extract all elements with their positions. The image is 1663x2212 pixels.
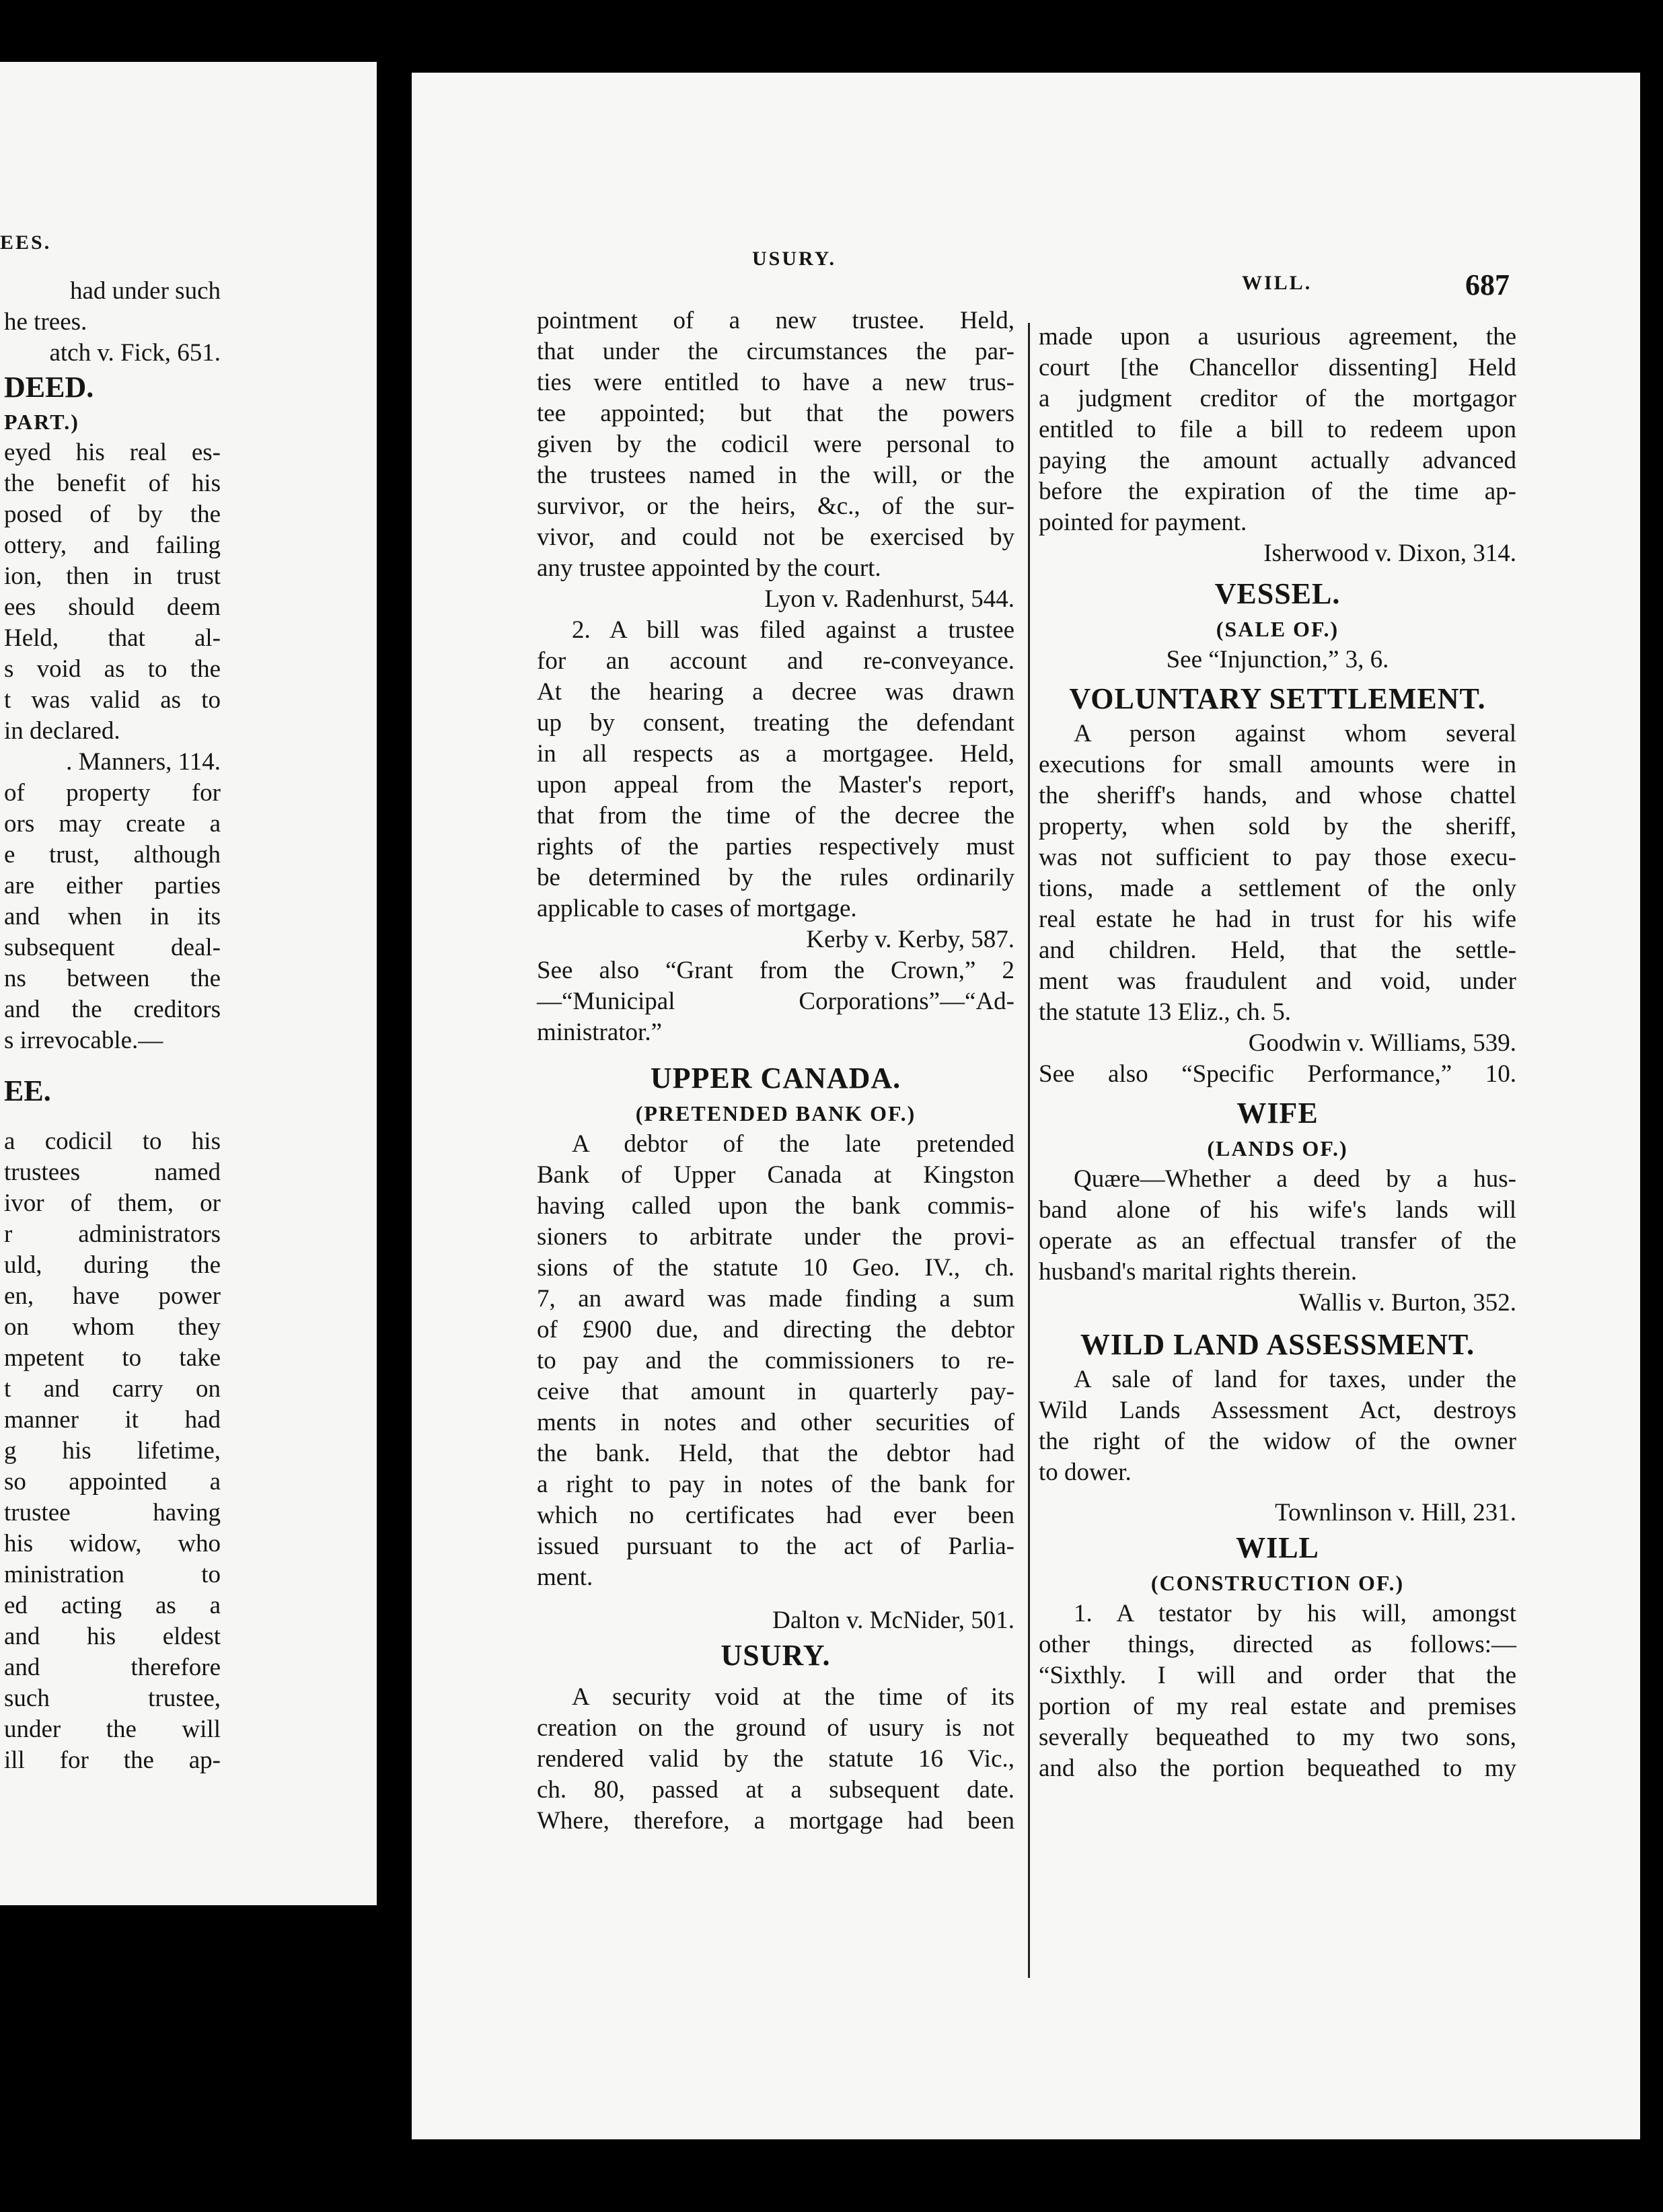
left-line: Held, that al- — [4, 624, 221, 652]
text-line: band alone of his wife's lands will — [1039, 1196, 1516, 1224]
left-line: a codicil to his — [4, 1128, 221, 1155]
left-line: and his eldest — [4, 1623, 221, 1650]
cross-reference: —“Municipal Corporations”—“Ad- — [537, 988, 1014, 1015]
text-line: for an account and re-conveyance. — [537, 647, 1014, 675]
text-line: operate as an effectual transfer of the — [1039, 1227, 1516, 1255]
left-line: are either parties — [4, 872, 221, 899]
text-line: sioners to arbitrate under the provi- — [537, 1223, 1014, 1251]
cross-reference: See also “Grant from the Crown,” 2 — [537, 957, 1014, 984]
left-line: ivor of them, or — [4, 1189, 221, 1217]
left-line: ion, then in trust — [4, 562, 221, 590]
left-line: r administrators — [4, 1220, 221, 1248]
text-line: given by the codicil were personal to — [537, 431, 1014, 458]
text-line: paying the amount actually advanced — [1039, 447, 1516, 474]
heading-wife: WIFE — [1236, 1097, 1319, 1130]
text-line: A person against whom several — [1074, 720, 1516, 747]
left-subheading: PART.) — [4, 410, 79, 434]
text-line: A sale of land for taxes, under the — [1074, 1366, 1516, 1393]
text-line: to pay and the commissioners to re- — [537, 1347, 1014, 1374]
text-line: pointed for payment. — [1039, 509, 1247, 536]
text-line: portion of my real estate and premises — [1039, 1693, 1516, 1720]
left-line: t was valid as to — [4, 686, 221, 714]
text-line: that under the circumstances the par- — [537, 338, 1014, 365]
cross-reference: ministrator.” — [537, 1019, 662, 1046]
subheading-sale-of: (SALE OF.) — [1216, 617, 1339, 641]
left-page-fragment — [0, 62, 377, 1905]
left-line: ors may create a — [4, 810, 221, 838]
left-line: en, have power — [4, 1282, 221, 1310]
text-line: Bank of Upper Canada at Kingston — [537, 1161, 1014, 1189]
text-line: made upon a usurious agreement, the — [1039, 323, 1516, 351]
text-line: Quære—Whether a deed by a hus- — [1074, 1165, 1516, 1193]
left-line: subsequent deal- — [4, 934, 221, 961]
left-line: . Manners, 114. — [66, 748, 221, 776]
case-citation: Dalton v. McNider, 501. — [772, 1607, 1014, 1634]
left-line: e trust, although — [4, 841, 221, 869]
text-line: was not sufficient to pay those execu- — [1039, 844, 1516, 871]
text-line: ment was fraudulent and void, under — [1039, 967, 1516, 995]
left-line: he trees. — [4, 308, 87, 336]
left-line: so appointed a — [4, 1468, 221, 1496]
text-line: be determined by the rules ordinarily — [537, 864, 1014, 891]
text-line — [537, 305, 1014, 336]
text-line: vivor, and could not be exercised by — [537, 523, 1014, 551]
left-line: g his lifetime, — [4, 1437, 221, 1465]
text-line: rendered valid by the statute 16 Vic., — [537, 1745, 1014, 1773]
left-line: posed of by the — [4, 501, 221, 528]
cross-reference: See “Injunction,” 3, 6. — [1166, 646, 1389, 673]
left-line: and the creditors — [4, 996, 221, 1023]
column-right — [1039, 322, 1516, 1784]
running-head-right: WILL. — [1242, 272, 1313, 294]
text-line: creation on the ground of usury is not — [537, 1714, 1014, 1742]
column-left — [537, 305, 1014, 1837]
subheading-lands-of: (LANDS OF.) — [1207, 1136, 1348, 1160]
left-line: under the will — [4, 1716, 221, 1743]
column-rule — [1028, 323, 1030, 1978]
text-line: before the expiration of the time ap- — [1039, 478, 1516, 505]
left-line: in declared. — [4, 717, 120, 745]
text-line: any trustee appointed by the court. — [537, 554, 881, 582]
text-line: ments in notes and other securities of — [537, 1409, 1014, 1436]
text-line: ties were entitled to have a new trus- — [537, 369, 1014, 396]
left-line: manner it had — [4, 1406, 221, 1434]
text-line: ceive that amount in quarterly pay- — [537, 1378, 1014, 1405]
text-line: 1. A testator by his will, amongst — [1074, 1600, 1516, 1627]
subheading-pretended-bank: (PRETENDED BANK OF.) — [635, 1101, 916, 1126]
heading-wild-land-assessment: WILD LAND ASSESSMENT. — [1080, 1328, 1475, 1361]
text-line: a right to pay in notes of the bank for — [537, 1471, 1014, 1498]
text-line: the bank. Held, that the debtor had — [537, 1440, 1014, 1467]
text-line: A security void at the time of its — [572, 1683, 1014, 1711]
left-line: the benefit of his — [4, 470, 221, 497]
text-line: that from the time of the decree the — [537, 802, 1014, 830]
text-line: survivor, or the heirs, &c., of the sur- — [537, 492, 1014, 520]
text-line: executions for small amounts were in — [1039, 751, 1516, 778]
text-line: ch. 80, passed at a subsequent date. — [537, 1776, 1014, 1804]
left-line: trustees named — [4, 1158, 221, 1186]
main-page — [412, 73, 1640, 2139]
left-line: of property for — [4, 779, 221, 807]
text-line: ment. — [537, 1563, 593, 1591]
text-line: the trustees named in the will, or the — [537, 462, 1014, 489]
case-citation: Isherwood v. Dixon, 314. — [1263, 540, 1516, 567]
text-line: real estate he had in trust for his wife — [1039, 906, 1516, 933]
left-line: t and carry on — [4, 1375, 221, 1403]
case-citation: Kerby v. Kerby, 587. — [806, 926, 1014, 953]
text-line: At the hearing a decree was drawn — [537, 678, 1014, 706]
left-line: ottery, and failing — [4, 531, 221, 559]
running-head-left: USURY. — [752, 248, 837, 270]
text-line: other things, directed as follows:— — [1039, 1631, 1516, 1658]
text-line: tions, made a settlement of the only — [1039, 875, 1516, 902]
left-line: his widow, who — [4, 1530, 221, 1557]
heading-usury: USURY. — [720, 1639, 831, 1672]
text-line: 7, an award was made finding a sum — [537, 1285, 1014, 1313]
heading-will: WILL — [1236, 1531, 1319, 1564]
left-line: eyed his real es- — [4, 439, 221, 466]
text-line: entitled to file a bill to redeem upon — [1039, 416, 1516, 443]
left-line: ed acting as a — [4, 1592, 221, 1619]
left-line: such trustee, — [4, 1685, 221, 1712]
case-citation: Goodwin v. Williams, 539. — [1248, 1029, 1516, 1057]
left-line: s irrevocable.— — [4, 1027, 163, 1054]
text-line: Where, therefore, a mortgage had been — [537, 1807, 1014, 1835]
case-citation: Lyon v. Radenhurst, 544. — [764, 585, 1014, 613]
subheading-construction-of: (CONSTRUCTION OF.) — [1150, 1571, 1405, 1595]
left-running-head: EES. — [0, 231, 52, 254]
text-line: severally bequeathed to my two sons, — [1039, 1724, 1516, 1751]
left-line: and when in its — [4, 903, 221, 930]
left-line: on whom they — [4, 1313, 221, 1341]
left-line: ministration to — [4, 1561, 221, 1588]
heading-upper-canada: UPPER CANADA. — [650, 1062, 901, 1095]
text-line: the right of the widow of the owner — [1039, 1428, 1516, 1455]
left-line: trustee having — [4, 1499, 221, 1526]
heading-vessel: VESSEL. — [1214, 577, 1341, 610]
text-line: property, when sold by the sheriff, — [1039, 813, 1516, 840]
left-line: mpetent to take — [4, 1344, 221, 1372]
text-line: 2. A bill was filed against a trustee — [572, 616, 1014, 644]
left-heading: DEED. — [4, 371, 94, 404]
text-line: and children. Held, that the settle- — [1039, 936, 1516, 964]
left-line: atch v. Fick, 651. — [49, 339, 221, 367]
text-line: in all respects as a mortgagee. Held, — [537, 740, 1014, 768]
text-line: the statute 13 Eliz., ch. 5. — [1039, 998, 1292, 1026]
left-line: and therefore — [4, 1654, 221, 1681]
text-line: to dower. — [1039, 1459, 1132, 1486]
text-line: up by consent, treating the defendant — [537, 709, 1014, 737]
case-citation: Townlinson v. Hill, 231. — [1275, 1499, 1516, 1526]
text-line: issued pursuant to the act of Parlia- — [537, 1533, 1014, 1560]
text-line: “Sixthly. I will and order that the — [1039, 1662, 1516, 1689]
text-line: tee appointed; but that the powers — [537, 400, 1014, 427]
left-page-text — [4, 276, 221, 1776]
case-citation: Wallis v. Burton, 352. — [1298, 1289, 1516, 1317]
cross-reference: See also “Specific Performance,” 10. — [1039, 1060, 1516, 1088]
text-line: of £900 due, and directing the debtor — [537, 1316, 1014, 1343]
text-line: applicable to cases of mortgage. — [537, 895, 857, 922]
text-line: and also the portion bequeathed to my — [1039, 1755, 1516, 1782]
text-line: A debtor of the late pretended — [572, 1130, 1014, 1158]
left-line: ees should deem — [4, 593, 221, 621]
text-line: having called upon the bank commis- — [537, 1192, 1014, 1220]
page-number: 687 — [1465, 268, 1510, 301]
text-line: court [the Chancellor dissenting] Held — [1039, 354, 1516, 381]
left-line: ill for the ap- — [4, 1746, 221, 1774]
left-line: ns between the — [4, 965, 221, 992]
left-line: had under such — [70, 277, 221, 305]
left-heading: EE. — [4, 1074, 51, 1107]
text-line: upon appeal from the Master's report, — [537, 771, 1014, 799]
text-line: husband's marital rights therein. — [1039, 1258, 1358, 1286]
text-line: which no certificates had ever been — [537, 1502, 1014, 1529]
left-line: s void as to the — [4, 655, 221, 683]
text-line: the sheriff's hands, and whose chattel — [1039, 782, 1516, 809]
text-line: Wild Lands Assessment Act, destroys — [1039, 1397, 1516, 1424]
left-line: uld, during the — [4, 1251, 221, 1279]
text-line: sions of the statute 10 Geo. IV., ch. — [537, 1254, 1014, 1282]
heading-voluntary-settlement: VOLUNTARY SETTLEMENT. — [1069, 682, 1486, 715]
text-fragment: pointment of a new trustee. Held, — [537, 307, 1014, 334]
text-line: a judgment creditor of the mortgagor — [1039, 385, 1516, 412]
text-line: rights of the parties respectively must — [537, 833, 1014, 860]
